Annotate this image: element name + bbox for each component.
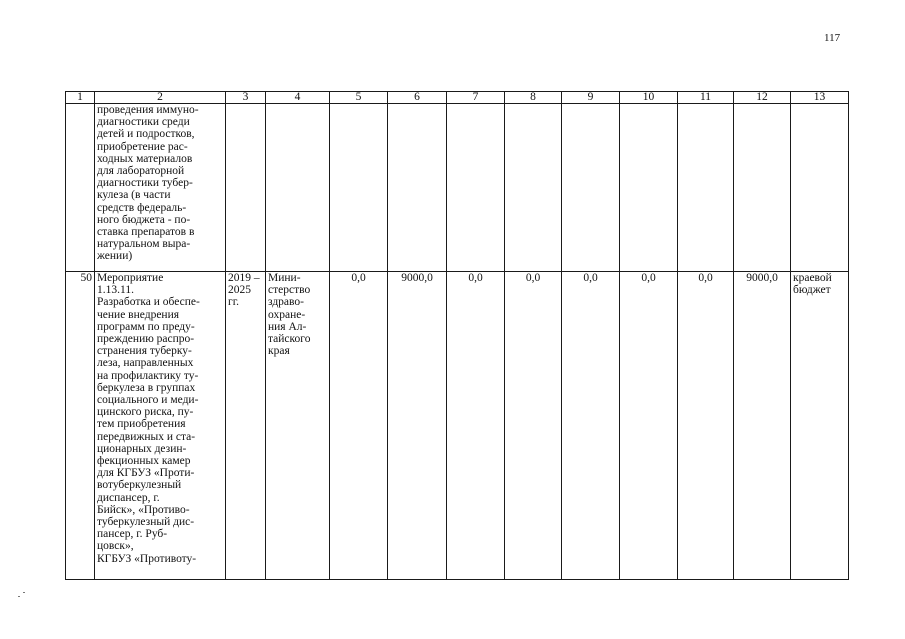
value-cell <box>505 104 562 272</box>
value-cell: 0,0 <box>562 272 620 580</box>
header-cell: 1 <box>66 92 95 104</box>
scan-speck <box>18 596 20 597</box>
event-description-cell: проведения иммуно- диагностики среди детей и подростков, приобретение рас- ходных материалов для лабораторной диагностики тубер- кулеза (в части средств федераль- ного бюджета - по- ставка препаратов в натуральном выра- жении) <box>95 104 226 272</box>
value-cell: 0,0 <box>330 272 388 580</box>
period-cell: 2019 – 2025 гг. <box>226 272 266 580</box>
value-cell <box>330 104 388 272</box>
header-cell: 12 <box>734 92 791 104</box>
value-cell: 0,0 <box>678 272 734 580</box>
source-cell: краевой бюджет <box>791 272 849 580</box>
row-number-cell: 50 <box>66 272 95 580</box>
scan-speck <box>23 592 25 593</box>
value-cell <box>678 104 734 272</box>
header-cell: 13 <box>791 92 849 104</box>
value-cell: 0,0 <box>620 272 678 580</box>
table-row-continuation <box>66 104 849 272</box>
header-cell: 3 <box>226 92 266 104</box>
value-cell: 9000,0 <box>388 272 447 580</box>
header-cell: 10 <box>620 92 678 104</box>
header-cell: 11 <box>678 92 734 104</box>
source-cell <box>791 104 849 272</box>
value-cell <box>734 104 791 272</box>
header-cell: 5 <box>330 92 388 104</box>
value-cell <box>388 104 447 272</box>
header-cell: 4 <box>266 92 330 104</box>
budget-table <box>65 91 849 580</box>
header-cell: 9 <box>562 92 620 104</box>
period-cell <box>226 104 266 272</box>
value-cell <box>562 104 620 272</box>
executor-cell: Мини- стерство здраво- охране- ния Ал- тайского края <box>266 272 330 580</box>
page-number: 117 <box>824 32 841 44</box>
event-description-cell: Мероприятие 1.13.11. Разработка и обеспе- чение внедрения программ по преду- преждению распро- странения туберку- леза, направленных на профилактику ту- беркулеза в группах социального и меди- цинского риска, пу- тем приобретения передвижных и ста- ционарных дезин- фекционных камер для КГБУЗ «Проти- вотуберкулезный диспансер, г. Бийск», «Противо- туберкулезный дис- пансер, г. Руб- цовск», КГБУЗ «Противоту- <box>95 272 226 580</box>
table-header-row <box>66 92 849 104</box>
value-cell: 9000,0 <box>734 272 791 580</box>
table-row-50 <box>66 272 849 580</box>
header-cell: 8 <box>505 92 562 104</box>
value-cell: 0,0 <box>447 272 505 580</box>
row-number-cell <box>66 104 95 272</box>
header-cell: 6 <box>388 92 447 104</box>
header-cell: 7 <box>447 92 505 104</box>
value-cell <box>620 104 678 272</box>
header-cell: 2 <box>95 92 226 104</box>
executor-cell <box>266 104 330 272</box>
value-cell <box>447 104 505 272</box>
value-cell: 0,0 <box>505 272 562 580</box>
